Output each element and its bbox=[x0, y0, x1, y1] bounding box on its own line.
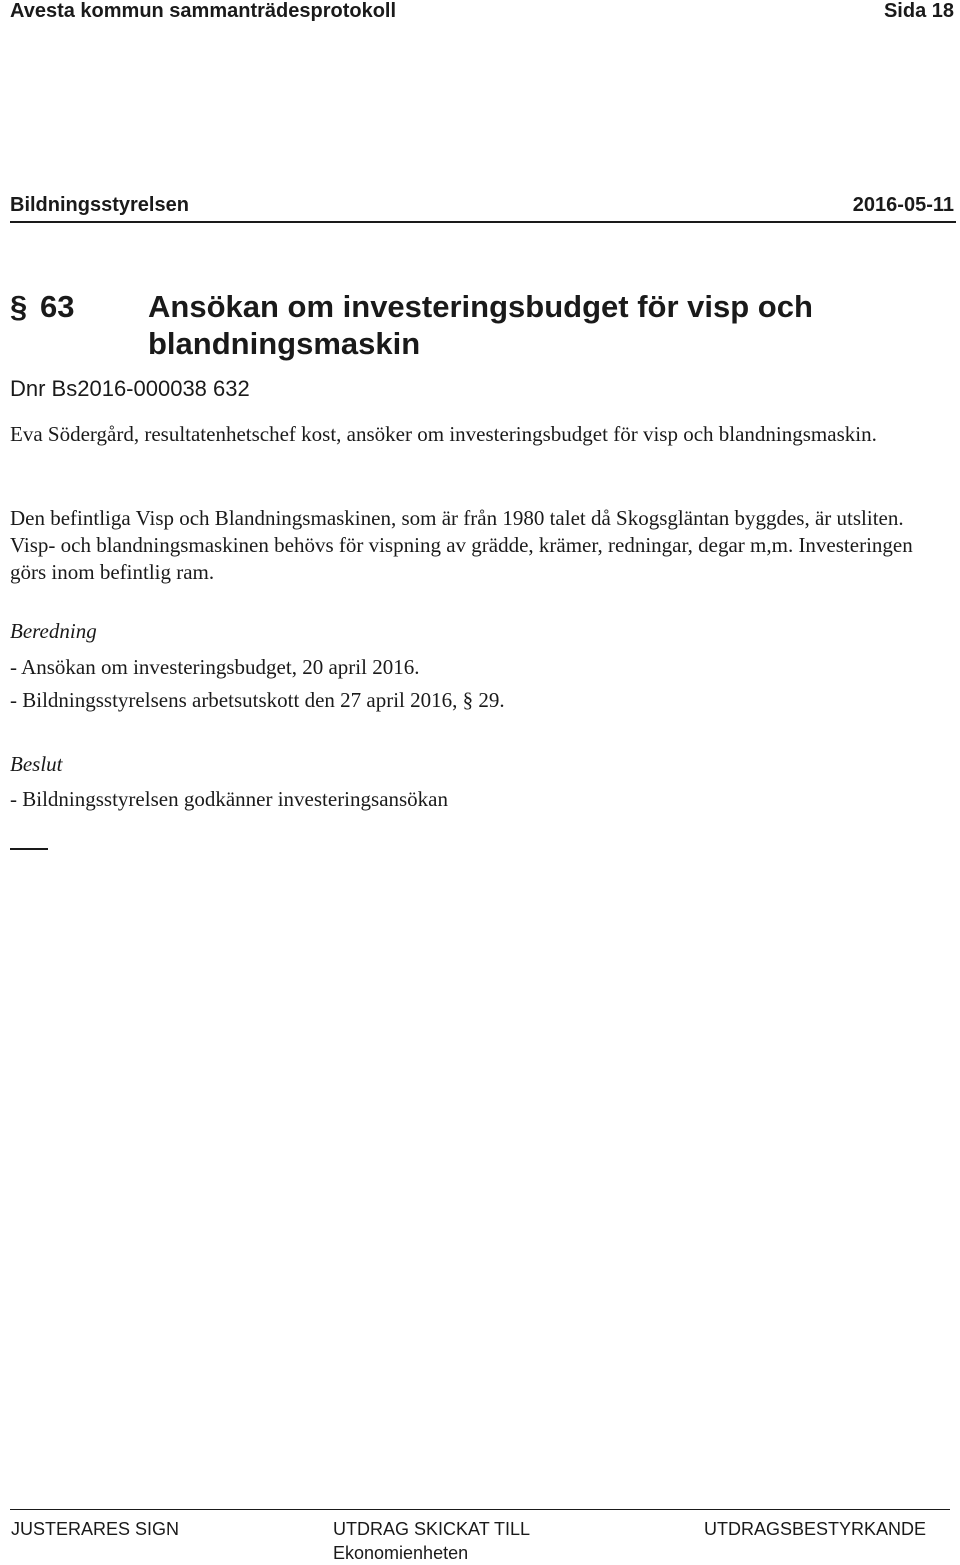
footer-justerares-sign: JUSTERARES SIGN bbox=[11, 1519, 180, 1539]
section-number: 63 bbox=[40, 289, 75, 324]
footer-utdrag-recipient: Ekonomienheten bbox=[333, 1543, 469, 1563]
document-title: Avesta kommun sammanträdesprotokoll bbox=[10, 0, 397, 22]
meeting-date: 2016-05-11 bbox=[852, 194, 954, 216]
board-name: Bildningsstyrelsen bbox=[10, 194, 189, 216]
board-header bbox=[10, 194, 954, 220]
section-title: Ansökan om investeringsbudget för visp och blandningsmaskin bbox=[148, 289, 813, 361]
beslut-heading: Beslut bbox=[10, 752, 63, 776]
beredning-heading: Beredning bbox=[10, 619, 97, 643]
footer-utdrag-skickat-till bbox=[333, 1517, 530, 1565]
diary-number: Dnr Bs2016-000038 632 bbox=[10, 376, 250, 401]
beredning-item: - Ansökan om investeringsbudget, 20 april 2016. bbox=[10, 655, 420, 679]
beredning-item: - Bildningsstyrelsens arbetsutskott den 27 april 2016, § 29. bbox=[10, 688, 505, 712]
footer-divider bbox=[10, 1509, 950, 1510]
page-number: Sida 18 bbox=[883, 0, 954, 22]
header-divider bbox=[10, 221, 956, 223]
section-symbol: § bbox=[10, 289, 28, 324]
footer-utdragsbestyrkande: UTDRAGSBESTYRKANDE bbox=[704, 1519, 927, 1539]
end-rule bbox=[10, 848, 48, 850]
document-header bbox=[10, 0, 954, 26]
description-paragraph: Den befintliga Visp och Blandningsmaskinen, som är från 1980 talet då Skogsgläntan byggdes, är utsliten. Visp- och blandningsmaskinen behövs för vispning av grädde, krämer, redningar, degar m,m. Investeringen görs inom befintlig ram. bbox=[10, 506, 913, 584]
footer-utdrag-label: UTDRAG SKICKAT TILL bbox=[333, 1519, 531, 1539]
beslut-item: - Bildningsstyrelsen godkänner investeringsansökan bbox=[10, 787, 449, 811]
intro-paragraph: Eva Södergård, resultatenhetschef kost, ansöker om investeringsbudget för visp och blandningsmaskin. bbox=[10, 422, 877, 446]
